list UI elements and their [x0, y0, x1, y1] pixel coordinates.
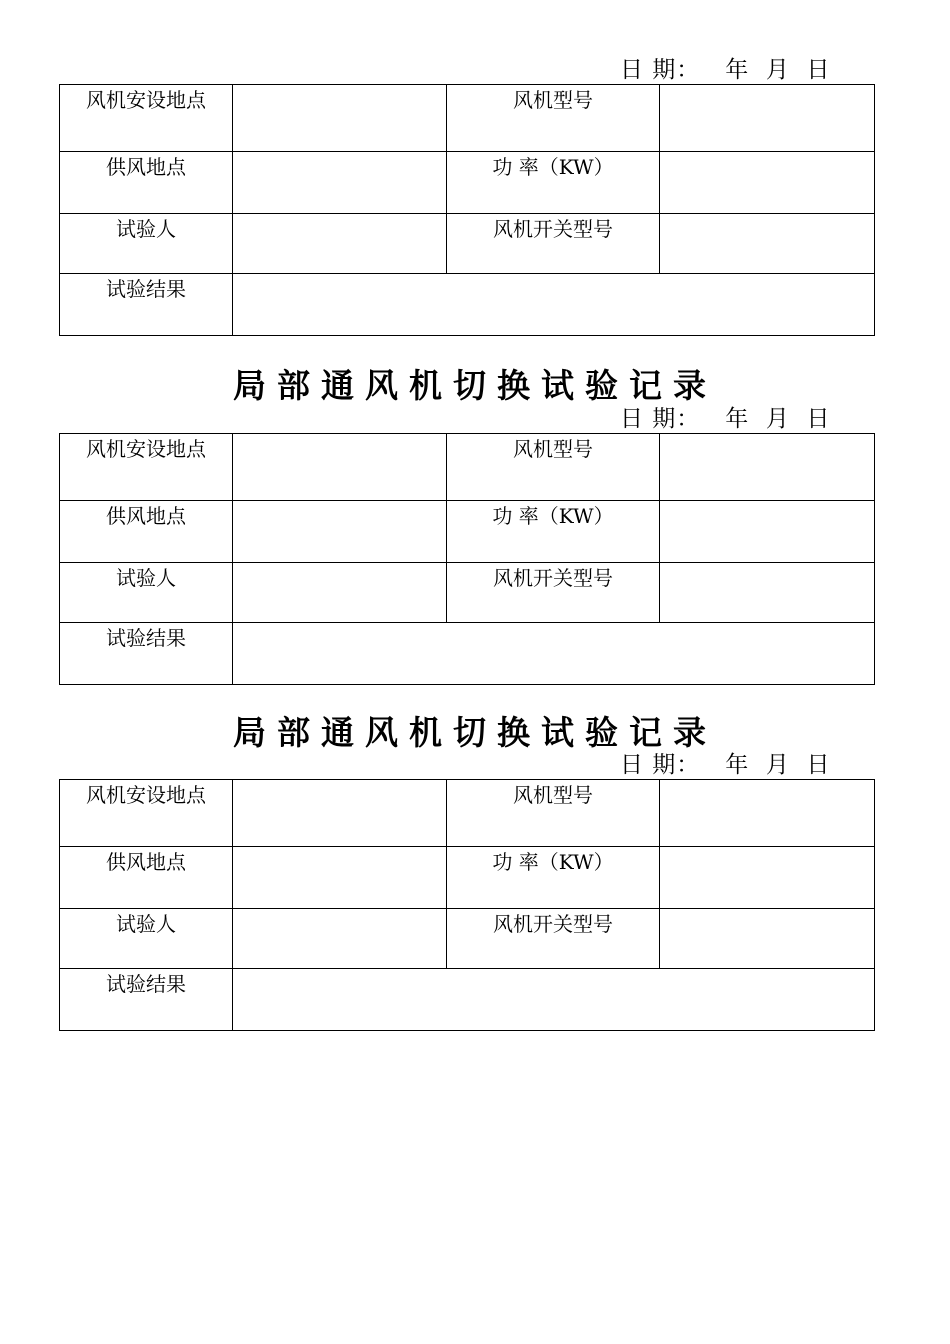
record-table	[59, 433, 875, 685]
value-tester[interactable]	[233, 563, 447, 623]
value-fan-model[interactable]	[660, 780, 875, 847]
label-power: 功 率（KW）	[447, 847, 660, 909]
label-fan-model: 风机型号	[447, 780, 660, 847]
label-install-location: 风机安设地点	[60, 780, 233, 847]
label-install-location: 风机安设地点	[60, 85, 233, 152]
label-fan-model: 风机型号	[447, 85, 660, 152]
label-power: 功 率（KW）	[447, 501, 660, 563]
record-title: 局部通风机切换试验记录	[233, 713, 717, 752]
label-tester: 试验人	[60, 909, 233, 969]
label-result: 试验结果	[60, 623, 233, 685]
value-install-location[interactable]	[233, 780, 447, 847]
label-result: 试验结果	[60, 969, 233, 1031]
label-switch-model: 风机开关型号	[447, 909, 660, 969]
value-fan-model[interactable]	[660, 434, 875, 501]
value-switch-model[interactable]	[660, 563, 875, 623]
value-supply-location[interactable]	[233, 847, 447, 909]
value-fan-model[interactable]	[660, 85, 875, 152]
date-label: 日 期： 年 月 日	[620, 406, 831, 432]
label-install-location: 风机安设地点	[60, 434, 233, 501]
value-tester[interactable]	[233, 909, 447, 969]
value-switch-model[interactable]	[660, 909, 875, 969]
value-result[interactable]	[233, 623, 875, 685]
value-tester[interactable]	[233, 214, 447, 274]
value-supply-location[interactable]	[233, 152, 447, 214]
record-title: 局部通风机切换试验记录	[233, 366, 717, 405]
value-result[interactable]	[233, 274, 875, 336]
label-switch-model: 风机开关型号	[447, 214, 660, 274]
value-power[interactable]	[660, 501, 875, 563]
value-result[interactable]	[233, 969, 875, 1031]
value-install-location[interactable]	[233, 434, 447, 501]
date-label: 日 期： 年 月 日	[620, 57, 831, 83]
date-label: 日 期： 年 月 日	[620, 752, 831, 778]
label-fan-model: 风机型号	[447, 434, 660, 501]
value-supply-location[interactable]	[233, 501, 447, 563]
label-switch-model: 风机开关型号	[447, 563, 660, 623]
value-power[interactable]	[660, 847, 875, 909]
label-result: 试验结果	[60, 274, 233, 336]
record-table	[59, 779, 875, 1031]
value-install-location[interactable]	[233, 85, 447, 152]
label-tester: 试验人	[60, 214, 233, 274]
value-switch-model[interactable]	[660, 214, 875, 274]
label-supply-location: 供风地点	[60, 847, 233, 909]
label-tester: 试验人	[60, 563, 233, 623]
label-power: 功 率（KW）	[447, 152, 660, 214]
record-table	[59, 84, 875, 336]
label-supply-location: 供风地点	[60, 501, 233, 563]
value-power[interactable]	[660, 152, 875, 214]
label-supply-location: 供风地点	[60, 152, 233, 214]
